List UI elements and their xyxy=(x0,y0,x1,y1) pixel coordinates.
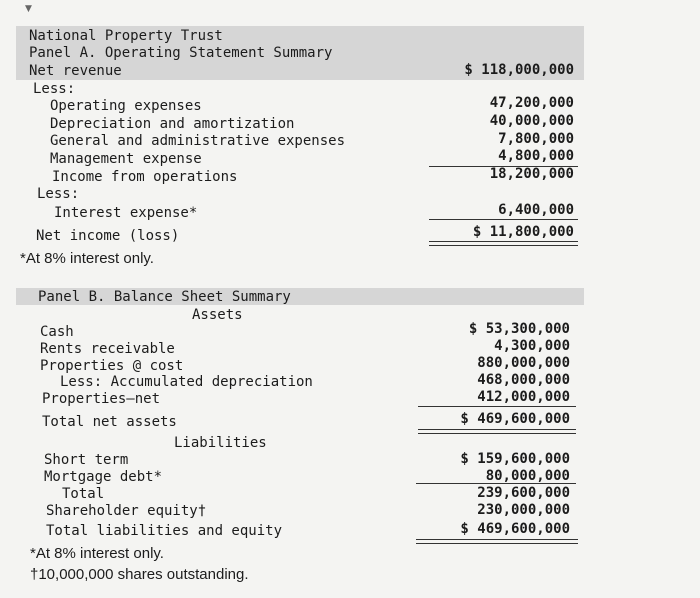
mortgage-debt-value: 80,000,000 xyxy=(485,468,570,484)
interest-expense-label: Interest expense* xyxy=(54,205,198,221)
accumulated-depreciation-label: Less: Accumulated depreciation xyxy=(60,374,313,390)
total-liabilities-label: Total xyxy=(62,486,105,502)
operating-expenses-value: 47,200,000 xyxy=(489,95,574,111)
assets-heading: Assets xyxy=(192,307,243,323)
cash-value: $ 53,300,000 xyxy=(468,321,570,337)
net-income-value: $ 11,800,000 xyxy=(472,224,574,240)
total-assets-double-rule xyxy=(418,429,576,434)
short-term-label: Short term xyxy=(44,452,129,468)
short-term-value: $ 159,600,000 xyxy=(460,451,570,467)
ga-expenses-value: 7,800,000 xyxy=(498,131,574,147)
liabilities-rule xyxy=(416,483,576,484)
interest-expense-value: 6,400,000 xyxy=(498,202,574,218)
management-expense-label: Management expense xyxy=(50,151,202,167)
ga-expenses-label: General and administrative expenses xyxy=(50,133,346,149)
properties-cost-label: Properties @ cost xyxy=(40,358,184,374)
interest-rule xyxy=(429,219,578,220)
total-liabilities-value: 239,600,000 xyxy=(477,485,570,501)
net-revenue-value: $ 118,000,000 xyxy=(464,62,574,78)
cash-label: Cash xyxy=(40,324,74,340)
properties-cost-value: 880,000,000 xyxy=(477,355,570,371)
shareholder-equity-value: 230,000,000 xyxy=(477,502,570,518)
net-income-label: Net income (loss) xyxy=(36,228,180,244)
less-label-1: Less: xyxy=(33,81,76,97)
accumulated-depreciation-value: 468,000,000 xyxy=(477,372,570,388)
total-liabilities-equity-value: $ 469,600,000 xyxy=(460,521,570,537)
total-le-double-rule xyxy=(416,539,578,544)
mortgage-debt-label: Mortgage debt* xyxy=(44,469,163,485)
panel-a-title: Panel A. Operating Statement Summary xyxy=(29,45,333,61)
income-from-operations-value: 18,200,000 xyxy=(489,166,574,182)
depreciation-label: Depreciation and amortization xyxy=(50,116,295,132)
panel-b-footnote-interest: *At 8% interest only. xyxy=(30,545,164,562)
panel-b-footnote-shares: †10,000,000 shares outstanding. xyxy=(30,566,249,583)
rents-receivable-value: 4,300,000 xyxy=(494,338,570,354)
total-liabilities-equity-label: Total liabilities and equity xyxy=(46,523,283,539)
shareholder-equity-label: Shareholder equity† xyxy=(46,503,207,519)
net-income-double-rule xyxy=(429,241,578,246)
liabilities-heading: Liabilities xyxy=(174,435,267,451)
properties-net-label: Properties—net xyxy=(42,391,161,407)
income-from-operations-label: Income from operations xyxy=(52,169,238,185)
properties-net-value: 412,000,000 xyxy=(477,389,570,405)
company-name: National Property Trust xyxy=(29,28,223,44)
net-revenue-label: Net revenue xyxy=(29,63,122,79)
corner-mark: ▼ xyxy=(25,4,32,14)
panel-a-footnote: *At 8% interest only. xyxy=(20,250,154,267)
less-label-2: Less: xyxy=(37,186,80,202)
management-expense-value: 4,800,000 xyxy=(498,148,574,164)
total-net-assets-value: $ 469,600,000 xyxy=(460,411,570,427)
rents-receivable-label: Rents receivable xyxy=(40,341,175,357)
depreciation-value: 40,000,000 xyxy=(489,113,574,129)
properties-net-rule xyxy=(418,406,576,407)
operating-expenses-label: Operating expenses xyxy=(50,98,202,114)
total-net-assets-label: Total net assets xyxy=(42,414,177,430)
panel-b-title: Panel B. Balance Sheet Summary xyxy=(38,289,291,305)
